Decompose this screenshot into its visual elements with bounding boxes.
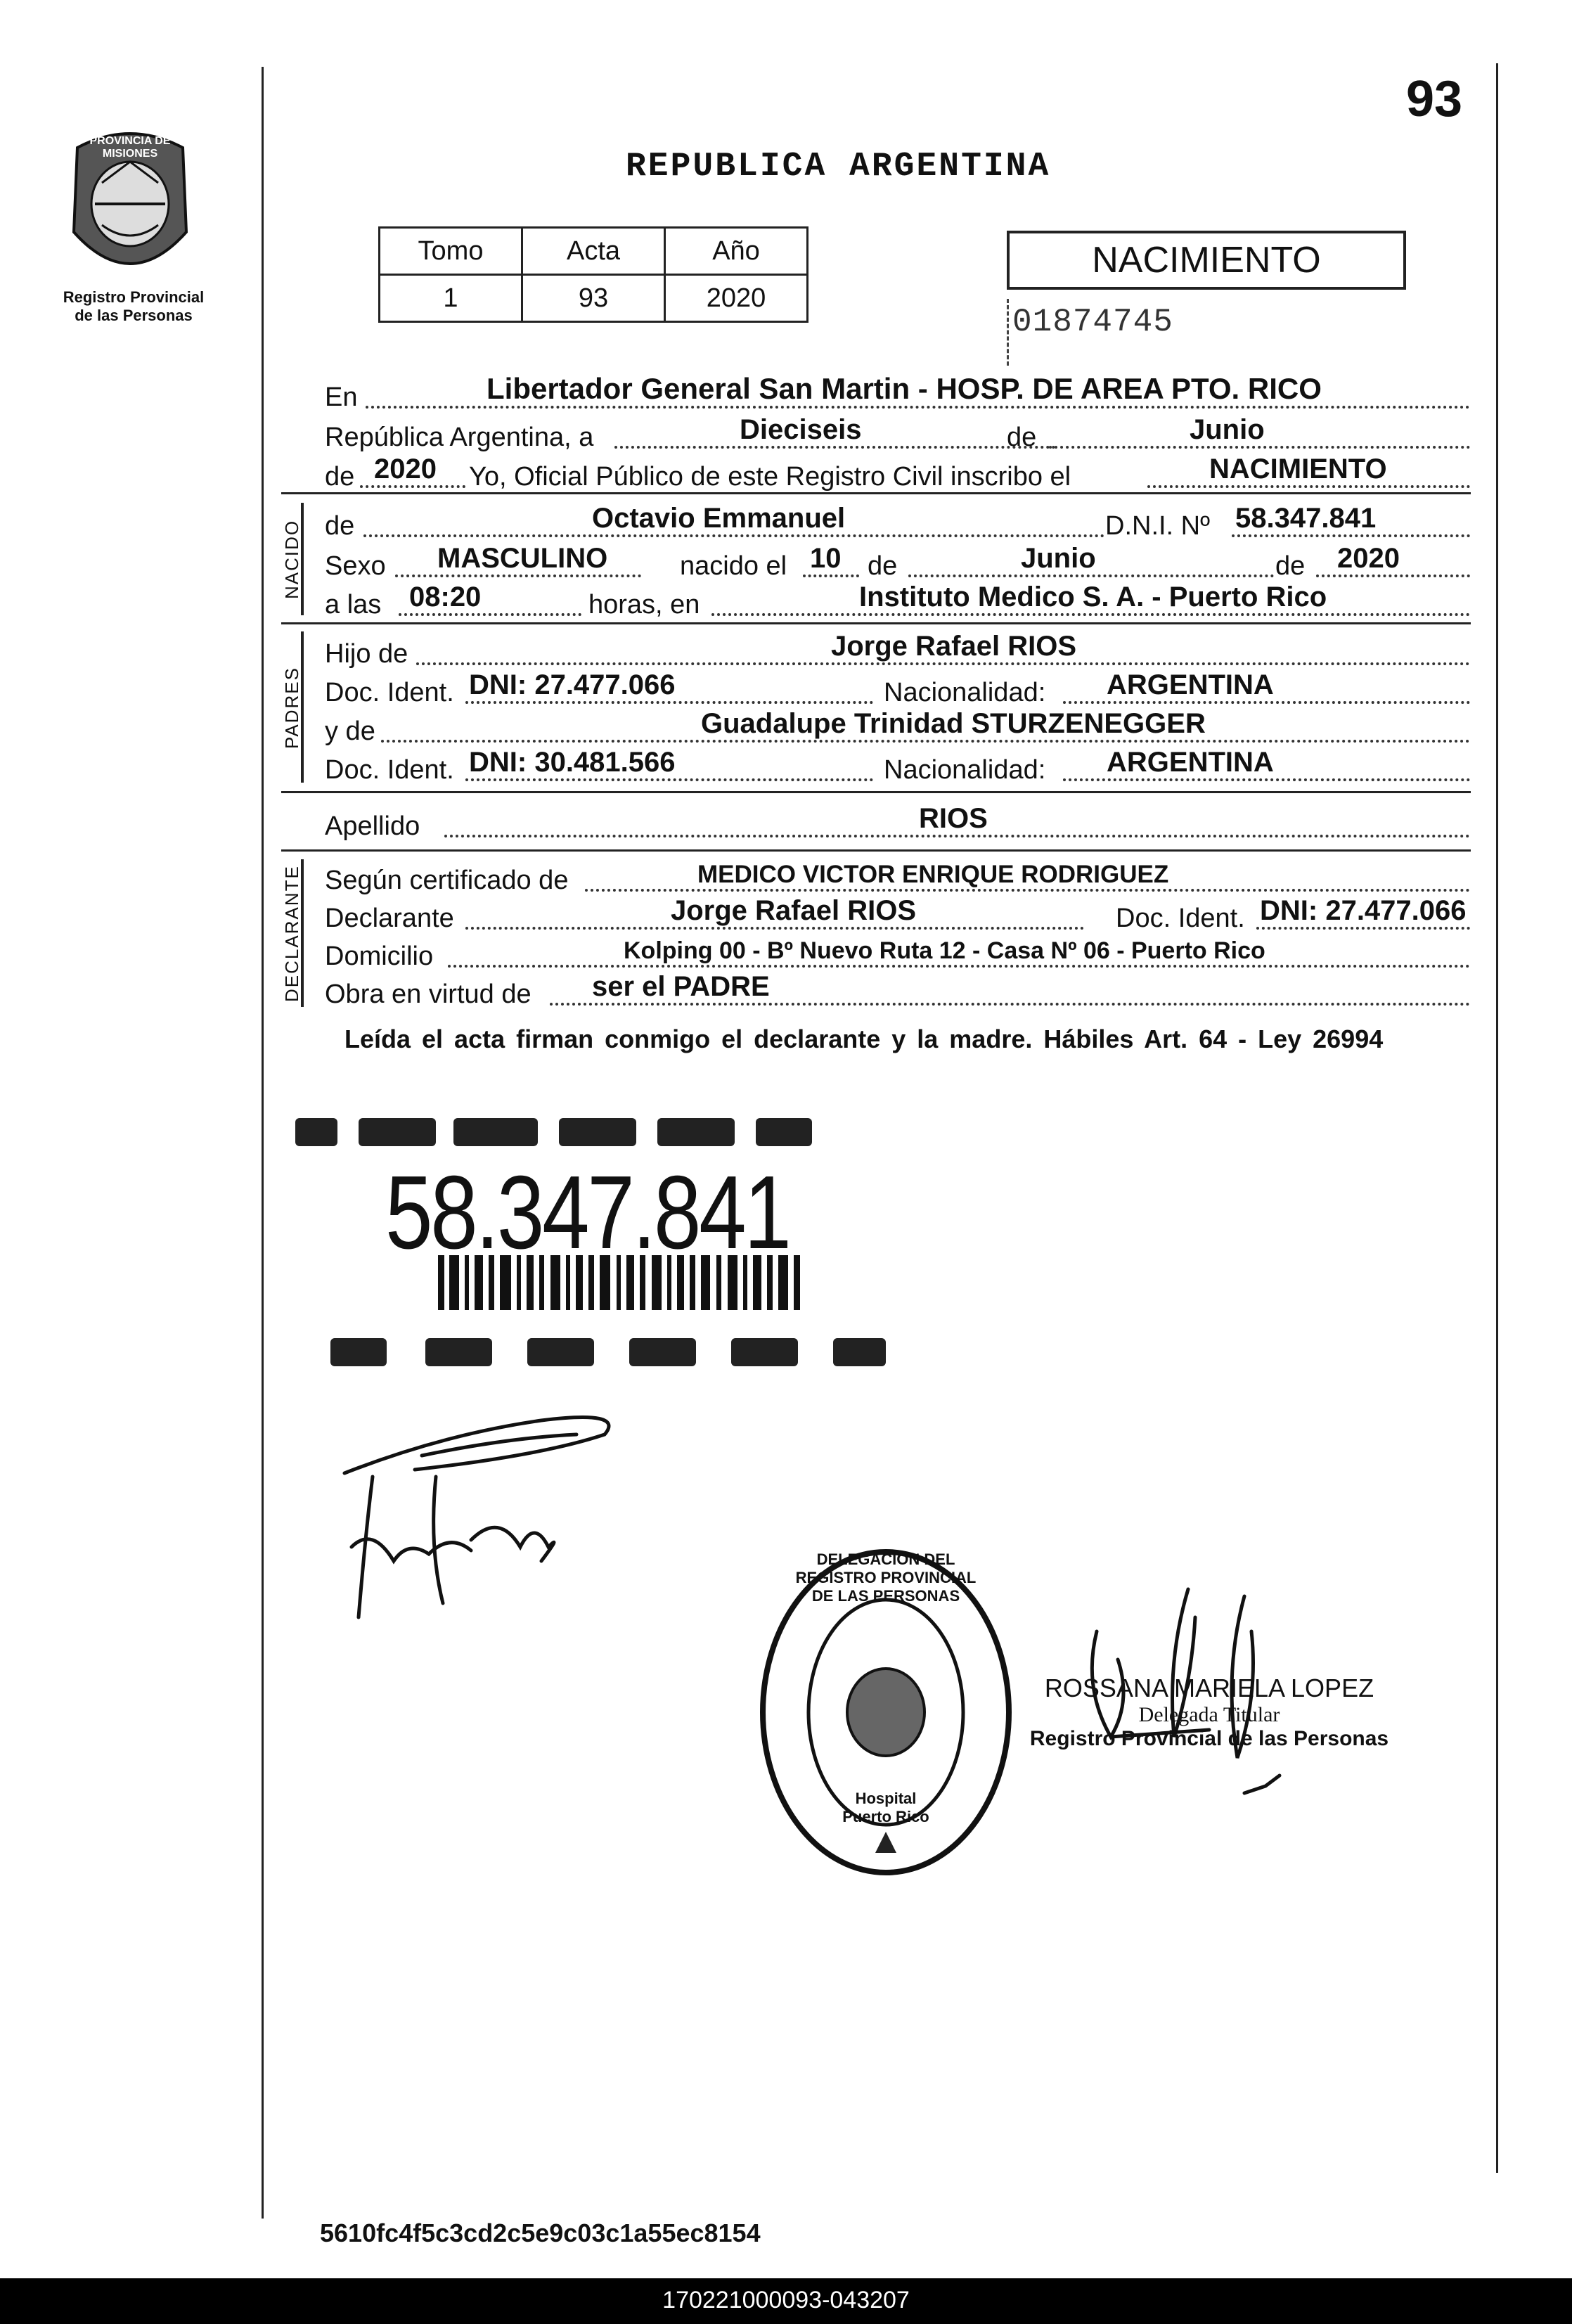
table-cell: 2020 — [665, 275, 808, 322]
father-name-value: Jorge Rafael RIOS — [831, 631, 1077, 662]
republica-label: República Argentina, a — [325, 423, 594, 452]
obra-value: ser el PADRE — [592, 971, 770, 1002]
logo-caption — [42, 288, 225, 325]
y-de-label: y de — [325, 717, 375, 746]
declarante-doc-value: DNI: 27.477.066 — [1260, 895, 1467, 926]
child-name-value: Octavio Emmanuel — [592, 503, 846, 534]
dni-label: D.N.I. Nº — [1105, 511, 1210, 541]
row-sexo — [325, 545, 1470, 582]
declarant-signature — [330, 1406, 668, 1638]
de-label: de — [868, 551, 898, 581]
birth-month-value: Junio — [1021, 543, 1096, 574]
month-value: Junio — [1190, 414, 1265, 445]
dotted-line — [448, 965, 1470, 968]
apellido-value: RIOS — [919, 803, 988, 834]
table-cell: 93 — [522, 275, 665, 322]
row-declarante — [325, 897, 1470, 934]
official-role: Delegada Titular — [1138, 1703, 1280, 1726]
dotted-line — [550, 1003, 1470, 1006]
dotted-line — [1256, 927, 1470, 930]
serial-number-bracket — [1007, 299, 1014, 366]
dotted-line — [1063, 701, 1470, 704]
row-obra — [325, 973, 1470, 1010]
nacido-section-label: NACIDO — [281, 519, 302, 599]
right-border-rule — [1496, 63, 1498, 2173]
table-cell: 1 — [380, 275, 522, 322]
page-number: 93 — [1406, 71, 1463, 127]
declarante-value: Jorge Rafael RIOS — [671, 895, 917, 926]
document-hash: 5610fc4f5c3cd2c5e9c03c1a55ec8154 — [320, 2219, 761, 2247]
obra-label: Obra en virtud de — [325, 980, 531, 1009]
nacido-el-label: nacido el — [680, 551, 787, 581]
yo-text: Yo, Oficial Público de este Registro Civil inscribo el — [469, 462, 1071, 492]
record-type-box: NACIMIENTO — [1007, 231, 1406, 290]
mother-nationality-value: ARGENTINA — [1107, 747, 1274, 778]
sticker-number: 58.347.841 — [385, 1155, 790, 1271]
mother-name-value: Guadalupe Trinidad STURZENEGGER — [701, 708, 1206, 739]
row-republica — [325, 416, 1470, 453]
dotted-line — [465, 927, 1084, 930]
dotted-line — [416, 662, 1470, 665]
apellido-label: Apellido — [325, 811, 420, 841]
row-year — [325, 456, 1470, 492]
logo-caption-line2: de las Personas — [75, 307, 193, 324]
rule — [281, 492, 1471, 494]
de-label: de — [1007, 423, 1037, 452]
birth-year-value: 2020 — [1337, 543, 1400, 574]
nacionalidad-label: Nacionalidad: — [884, 678, 1046, 707]
nacionalidad-label: Nacionalidad: — [884, 755, 1046, 785]
closing-text: Leída el acta firman conmigo el declarante y la madre. Hábiles Art. 64 - Ley 26994 — [344, 1025, 1384, 1053]
dotted-line — [585, 889, 1470, 892]
dotted-line — [465, 778, 873, 781]
father-nationality-value: ARGENTINA — [1107, 669, 1274, 700]
dotted-line — [444, 835, 1470, 837]
serial-number: 01874745 — [1012, 304, 1173, 340]
father-doc-value: DNI: 27.477.066 — [469, 669, 676, 700]
row-en — [325, 372, 1470, 413]
domicilio-label: Domicilio — [325, 942, 434, 971]
place-value: Libertador General San Martin - HOSP. DE AREA PTO. RICO — [487, 372, 1322, 405]
dotted-line — [363, 534, 1104, 537]
table-header: Acta — [522, 228, 665, 275]
dotted-line — [614, 446, 1055, 449]
declarante-label: Declarante — [325, 904, 454, 933]
padres-section-label: PADRES — [281, 667, 302, 749]
dotted-line — [381, 740, 1470, 743]
dotted-line — [399, 613, 581, 616]
certificado-label: Según certificado de — [325, 866, 569, 895]
horas-label: horas, en — [588, 590, 700, 619]
doc-ident-label: Doc. Ident. — [325, 755, 454, 785]
dotted-line — [1049, 446, 1470, 449]
declarante-section-label: DECLARANTE — [281, 865, 302, 1002]
logo-seal-text: PROVINCIA DE MISIONES — [89, 135, 171, 160]
dotted-line — [1147, 485, 1470, 488]
act-type-value: NACIMIENTO — [1209, 454, 1387, 484]
birth-day-value: 10 — [810, 543, 842, 574]
row-nacido-name — [325, 505, 1470, 541]
row-hora — [325, 584, 1470, 620]
footer-id: 170221000093-043207 — [662, 2287, 910, 2313]
dotted-line — [360, 485, 465, 488]
dotted-line — [366, 406, 1470, 409]
official-name: ROSSANA MARIELA LOPEZ — [1044, 1674, 1374, 1702]
table-header: Tomo — [380, 228, 522, 275]
dotted-line — [1232, 534, 1470, 537]
rule — [281, 791, 1471, 793]
row-father-doc — [325, 669, 1470, 708]
hijo-de-label: Hijo de — [325, 639, 408, 669]
row-mother-doc — [325, 749, 1470, 785]
rule — [281, 849, 1471, 852]
de-label: de — [325, 511, 355, 541]
a-las-label: a las — [325, 590, 382, 619]
page-title: REPUBLICA ARGENTINA — [626, 148, 1051, 186]
dotted-line — [803, 574, 859, 577]
row-y-de — [325, 710, 1470, 747]
doc-ident-label: Doc. Ident. — [1116, 904, 1245, 933]
birth-location-value: Instituto Medico S. A. - Puerto Rico — [859, 582, 1327, 612]
dotted-line — [1316, 574, 1470, 577]
official-signature — [1069, 1575, 1294, 1807]
en-label: En — [325, 383, 358, 412]
child-dni-value: 58.347.841 — [1235, 503, 1377, 534]
stamp-inner-text: Hospital Puerto Rico — [842, 1790, 929, 1825]
stamp-ring-text: DELEGACION DEL REGISTRO PROVINCIAL DE LAS PERSONAS — [795, 1551, 977, 1605]
birth-time-value: 08:20 — [409, 582, 482, 612]
day-words-value: Dieciseis — [740, 414, 862, 445]
dotted-line — [395, 574, 641, 577]
row-hijo-de — [325, 633, 1470, 669]
row-domicilio — [325, 935, 1470, 972]
rule — [281, 622, 1471, 624]
dotted-line — [1063, 778, 1470, 781]
row-certificado — [325, 859, 1470, 896]
doc-ident-label: Doc. Ident. — [325, 678, 454, 707]
domicilio-value: Kolping 00 - Bº Nuevo Ruta 12 - Casa Nº 06 - Puerto Rico — [624, 937, 1265, 964]
dotted-line — [711, 613, 1470, 616]
logo-caption-line1: Registro Provincial — [63, 288, 205, 306]
tomo-acta-ano-table — [378, 226, 808, 323]
dotted-line — [465, 701, 873, 704]
certificado-value: MEDICO VICTOR ENRIQUE RODRIGUEZ — [697, 861, 1169, 888]
official-office: Registro Provincial de las Personas — [1029, 1727, 1389, 1750]
sexo-label: Sexo — [325, 551, 386, 581]
dotted-line — [908, 574, 1274, 577]
margin-rule — [262, 67, 264, 2219]
de2-label: de — [325, 462, 355, 492]
mother-doc-value: DNI: 30.481.566 — [469, 747, 676, 778]
de-label: de — [1275, 551, 1306, 581]
row-apellido — [325, 805, 1470, 842]
sexo-value: MASCULINO — [437, 543, 608, 574]
table-header: Año — [665, 228, 808, 275]
year-value: 2020 — [374, 454, 437, 484]
